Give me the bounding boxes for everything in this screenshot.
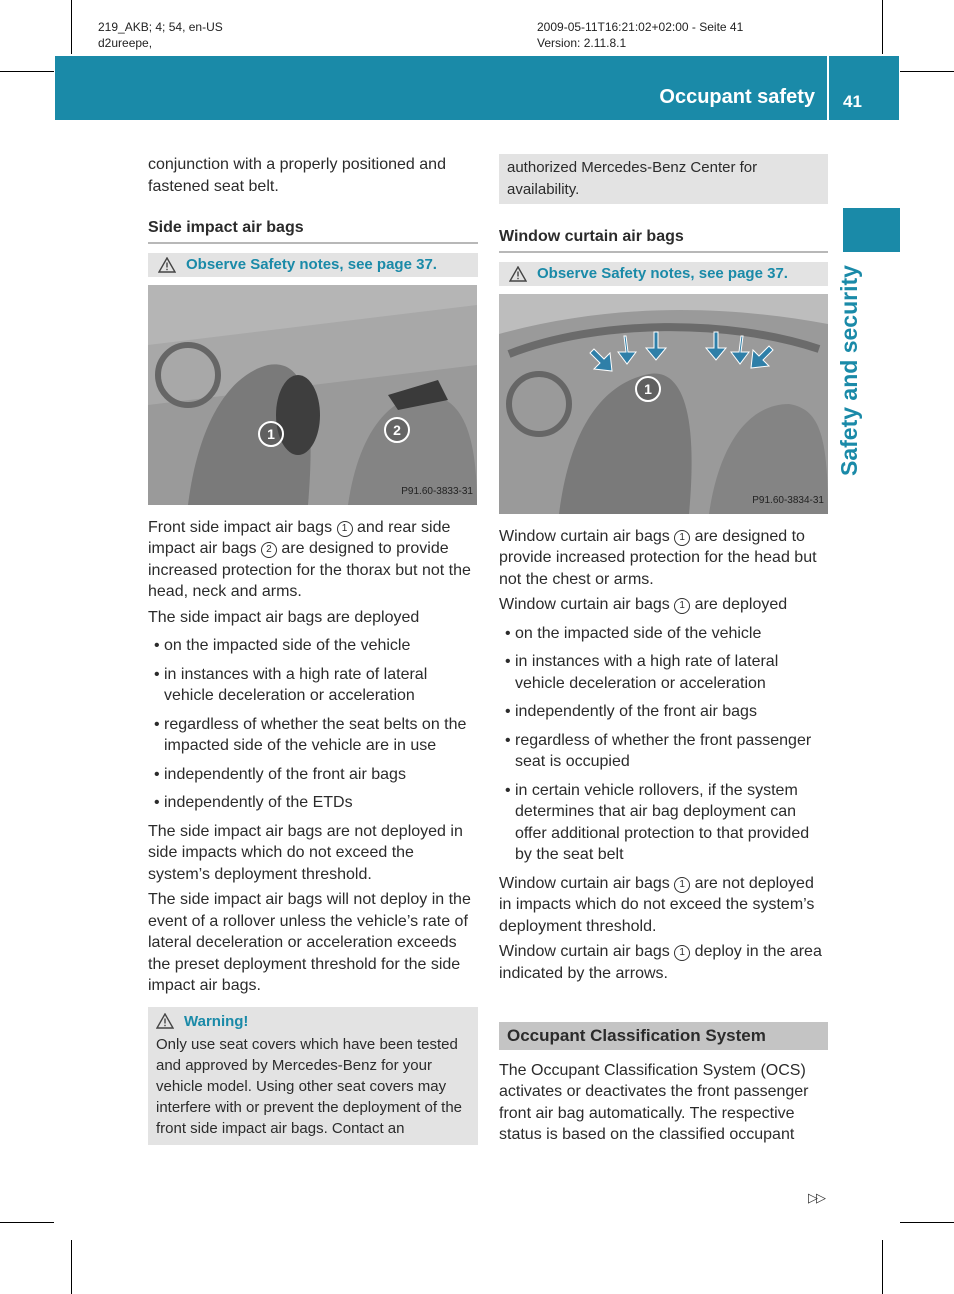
intro-paragraph: conjunction with a properly positioned and fastened seat belt. [148, 156, 446, 195]
warning-continuation-box: authorized Mercedes-Benz Center for availability. [499, 154, 828, 204]
crop-mark [0, 71, 54, 72]
bullet-list [499, 623, 828, 866]
text-run: are designed to provide increased protection for the head but not the chest or arms. [499, 527, 817, 588]
warning-triangle-icon [158, 257, 176, 273]
print-meta-line: 2009-05-11T16:21:02+02:00 - Seite 41 [537, 20, 744, 34]
callout-marker: 1 [635, 376, 661, 402]
paragraph [499, 594, 828, 616]
callout-ref: 1 [674, 945, 690, 961]
chapter-label: Safety and security [836, 265, 862, 476]
text-run: are designed to provide increased protection for the thorax but not the head, neck and arms. [148, 540, 471, 600]
text-run: Window curtain air bags [499, 943, 675, 960]
chapter-tab [843, 208, 900, 252]
paragraph: The Occupant Classification System (OCS) activates or deactivates the front passenger front air bag automatically. The respective status is based on the classified occupant [499, 1061, 809, 1143]
bullet-list [148, 635, 478, 814]
warning-title: Warning! [184, 1012, 249, 1030]
side-airbag-photo [148, 285, 477, 505]
list-item: • independently of the ETDs [148, 792, 478, 814]
curtain-airbag-photo [499, 294, 828, 514]
callout-ref: 1 [674, 598, 690, 614]
paragraph: The side impact air bags are not deployed in side impacts which do not exceed the system’s deployment threshold. [148, 822, 463, 883]
text-run: Window curtain air bags [499, 527, 675, 545]
crop-mark [71, 0, 72, 54]
safety-note [148, 253, 478, 277]
header-divider [827, 56, 829, 120]
continue-arrow-icon: ▷▷ [808, 1190, 824, 1205]
callout-ref: 2 [261, 542, 277, 558]
crop-mark [882, 1240, 883, 1294]
safety-note [499, 262, 828, 286]
callout-ref: 1 [674, 530, 690, 546]
paragraph [148, 517, 478, 603]
text-run: are deployed [690, 596, 788, 613]
print-meta-left [98, 19, 223, 51]
section-title: Occupant safety [659, 86, 815, 108]
callout-marker: 1 [258, 421, 284, 447]
page-number: 41 [843, 92, 862, 111]
right-column [499, 154, 828, 1146]
section-heading: Side impact air bags [148, 217, 478, 244]
print-meta-line: 219_AKB; 4; 54, en-US [98, 20, 223, 34]
list-item: • in certain vehicle rollovers, if the system determines that air bag deployment can offer additional protection to that provided by the seat belt [499, 780, 828, 866]
paragraph: The side impact air bags are deployed [148, 608, 420, 626]
warning-box [148, 1007, 478, 1145]
text-run: are not deployed in impacts which do not exceed the system’s deployment threshold. [499, 874, 815, 935]
list-item: • independently of the front air bags [499, 701, 828, 723]
safety-note-link[interactable]: Observe Safety notes, see page 37. [186, 255, 437, 273]
crop-mark [900, 71, 954, 72]
text-run: Window curtain air bags [499, 596, 675, 613]
crop-mark [882, 0, 883, 54]
warning-text: Only use seat covers which have been tested and approved by Mercedes-Benz for your vehicle model. Using other seat covers may interfere with or prevent the deployment of the front side impact air bags. Contact an [156, 1035, 463, 1137]
paragraph: The side impact air bags will not deploy in the event of a rollover unless the vehicle’s rate of lateral deceleration or acceleration exceeds the preset deployment threshold for the side impact air bags. [148, 891, 471, 994]
paragraph [499, 526, 828, 591]
safety-note-link[interactable]: Observe Safety notes, see page 37. [537, 264, 788, 282]
warning-triangle-icon [156, 1013, 174, 1029]
text-run: Window curtain air bags [499, 874, 675, 892]
text-run: deploy in the area indicated by the arrows. [499, 943, 822, 982]
list-item: • in instances with a high rate of lateral vehicle deceleration or acceleration [148, 664, 478, 707]
print-meta-line: Version: 2.11.8.1 [537, 36, 627, 50]
warning-triangle-icon [509, 266, 527, 282]
major-section-heading: Occupant Classification System [499, 1022, 828, 1050]
callout-ref: 1 [337, 521, 353, 537]
left-column [148, 154, 478, 1145]
image-code: P91.60-3834-31 [752, 495, 824, 506]
header-bar [55, 56, 899, 120]
section-heading: Window curtain air bags [499, 226, 828, 253]
crop-mark [0, 1222, 54, 1223]
list-item: • regardless of whether the front passenger seat is occupied [499, 730, 828, 773]
list-item: • independently of the front air bags [148, 764, 478, 786]
callout-marker: 2 [384, 417, 410, 443]
paragraph [499, 941, 828, 984]
image-code: P91.60-3833-31 [401, 486, 473, 497]
print-meta-right [537, 19, 743, 51]
list-item: • in instances with a high rate of lateral vehicle deceleration or acceleration [499, 651, 828, 694]
car-interior-illustration [499, 294, 828, 514]
print-meta-line: d2ureepe, [98, 36, 153, 50]
crop-mark [900, 1222, 954, 1223]
paragraph [499, 873, 828, 938]
callout-ref: 1 [674, 877, 690, 893]
warning-header [156, 1011, 470, 1032]
text-run: and rear side impact air bags [148, 518, 451, 557]
car-interior-illustration [148, 285, 477, 505]
list-item: • on the impacted side of the vehicle [148, 635, 478, 657]
list-item: • regardless of whether the seat belts on the impacted side of the vehicle are in use [148, 714, 478, 757]
list-item: • on the impacted side of the vehicle [499, 623, 828, 645]
crop-mark [71, 1240, 72, 1294]
text-run: Front side impact air bags [148, 518, 337, 536]
